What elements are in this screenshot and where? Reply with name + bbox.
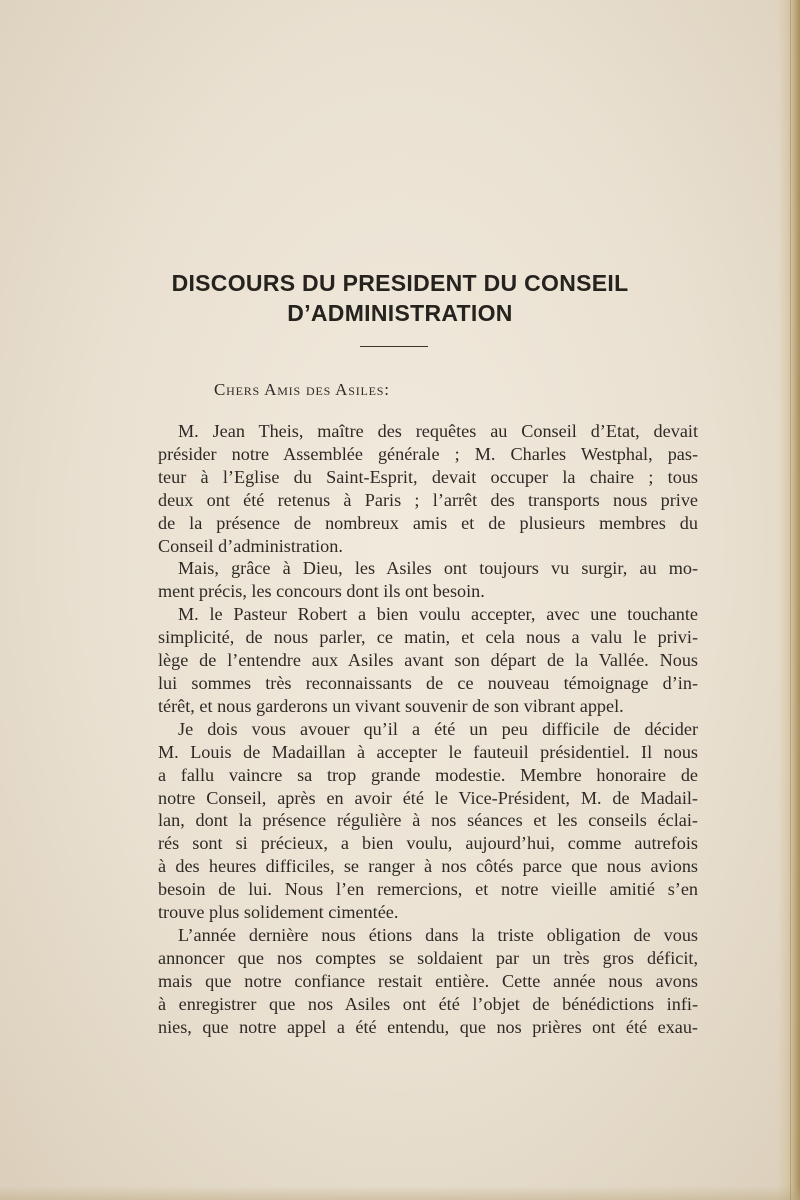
text-line: Mais, grâce à Dieu, les Asiles ont toujours vu surgir, au mo- [178,558,698,579]
text-line: a fallu vaincre sa trop grande modestie. Membre honoraire de [158,764,698,785]
text-line: M. Louis de Madaillan à accepter le fauteuil présidentiel. Il nous [158,741,698,762]
text-line: lège de l’entendre aux Asiles avant son départ de la Vallée. Nous [158,650,698,671]
text-line: rés sont si précieux, a bien voulu, aujourd’hui, comme autrefois [158,833,698,854]
text-line: teur à l’Eglise du Saint-Esprit, devait occuper la chaire ; tous [158,466,698,487]
text-line: Conseil d’administration. [158,535,343,556]
text-line: M. Jean Theis, maître des requêtes au Conseil d’Etat, devait [178,421,698,441]
text-line: besoin de lui. Nous l’en remercions, et notre vieille amitié s’en [158,879,698,900]
text-line: lui sommes très reconnaissants de ce nouveau témoignage d’in- [158,672,698,693]
text-line: nies, que notre appel a été entendu, que nos prières ont été exau- [158,1016,698,1037]
text-line: à des heures difficiles, se ranger à nos côtés parce que nous avions [158,856,698,877]
text-line: mais que notre confiance restait entière. Cette année nous avons [158,970,698,991]
text-line: de la présence de nombreux amis et de plusieurs membres du [158,512,698,533]
text-line: deux ont été retenus à Paris ; l’arrêt des transports nous prive [158,489,698,510]
page-bottom-shadow [0,1186,800,1200]
text-line: M. le Pasteur Robert a bien voulu accepter, avec une touchante [178,604,698,625]
page-fold-line [790,0,791,1200]
text-line: présider notre Assemblée générale ; M. Charles Westphal, pas- [158,443,698,464]
text-line: lan, dont la présence régulière à nos séances et les conseils éclai- [158,810,698,831]
text-line: ment précis, les concours dont ils ont besoin. [158,581,485,602]
text-line: trouve plus solidement cimentée. [158,902,399,923]
text-line: à enregistrer que nos Asiles ont été l’objet de bénédictions infi- [158,993,698,1014]
paragraph [158,924,698,1039]
paragraph [158,420,698,557]
page-edge-shadow [778,0,800,1200]
text-line: notre Conseil, après en avoir été le Vice-Président, M. de Madail- [158,787,698,808]
text-line: L’année dernière nous étions dans la triste obligation de vous [178,924,698,945]
salutation: Chers Amis des Asiles: [214,380,390,399]
paragraph [158,603,698,718]
speech-body [158,420,698,1038]
title-divider [360,346,428,347]
page-title-line-2: D’ADMINISTRATION [287,300,513,326]
paragraph [158,718,698,924]
text-line: térêt, et nous garderons un vivant souvenir de son vibrant appel. [158,695,624,716]
text-line: annoncer que nos comptes se soldaient par un très gros déficit, [158,947,698,968]
text-line: simplicité, de nous parler, ce matin, et cela nous a valu le privi- [158,627,698,648]
page-title-line-1: DISCOURS DU PRESIDENT DU CONSEIL [171,270,629,296]
text-line: Je dois vous avouer qu’il a été un peu difficile de décider [178,718,698,739]
paragraph [158,557,698,603]
